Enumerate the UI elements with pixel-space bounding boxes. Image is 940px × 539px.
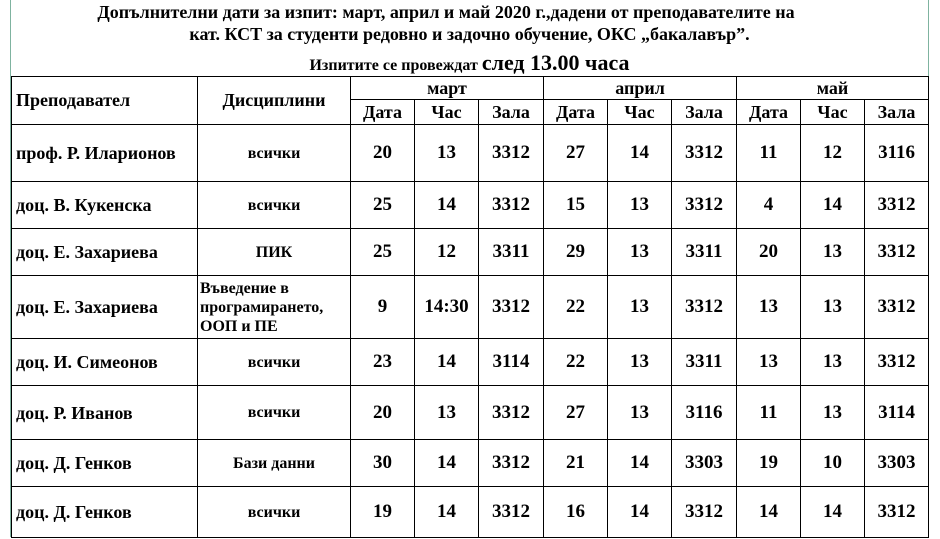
march-room-cell: 3114	[479, 339, 544, 386]
discipline-cell: всички	[198, 487, 351, 538]
april-hour-cell: 14	[608, 487, 672, 538]
april-date-cell: 22	[544, 276, 608, 339]
march-hour-cell: 14	[415, 182, 479, 229]
april-hour-cell: 13	[608, 386, 672, 440]
discipline-cell: всички	[198, 125, 351, 182]
march-room-cell: 3312	[479, 440, 544, 487]
table-row	[12, 276, 929, 339]
march-hour-cell: 13	[415, 125, 479, 182]
header-date: Дата	[351, 100, 415, 125]
may-room-cell: 3312	[865, 339, 929, 386]
april-room-cell: 3312	[672, 487, 737, 538]
teacher-cell: доц. В. Кукенска	[12, 182, 198, 229]
march-room-cell: 3312	[479, 276, 544, 339]
april-date-cell: 22	[544, 339, 608, 386]
april-room-cell: 3312	[672, 125, 737, 182]
may-hour-cell: 13	[801, 339, 865, 386]
discipline-cell: всички	[198, 386, 351, 440]
april-room-cell: 3303	[672, 440, 737, 487]
may-room-cell: 3312	[865, 182, 929, 229]
table-row	[12, 440, 929, 487]
table-row	[12, 182, 929, 229]
header-hour: Час	[415, 100, 479, 125]
document-title	[11, 0, 928, 76]
april-date-cell: 29	[544, 229, 608, 276]
table-row	[12, 339, 929, 386]
april-date-cell: 27	[544, 125, 608, 182]
header-teacher: Преподавател	[12, 77, 198, 125]
march-hour-cell: 12	[415, 229, 479, 276]
april-hour-cell: 14	[608, 440, 672, 487]
march-hour-cell: 13	[415, 386, 479, 440]
may-date-cell: 14	[737, 487, 801, 538]
april-date-cell: 27	[544, 386, 608, 440]
discipline-cell: Въведение в програмирането, ООП и ПЕ	[198, 276, 351, 339]
march-date-cell: 25	[351, 182, 415, 229]
teacher-cell: доц. И. Симеонов	[12, 339, 198, 386]
header-month-march: март	[351, 77, 544, 100]
teacher-cell: проф. Р. Иларионов	[12, 125, 198, 182]
title-line-1: Допълнителни дати за изпит: март, април и май 2020 г.,дадени от преподавателите на	[97, 2, 795, 22]
table-row	[12, 229, 929, 276]
may-date-cell: 11	[737, 386, 801, 440]
april-hour-cell: 13	[608, 182, 672, 229]
may-date-cell: 13	[737, 339, 801, 386]
table-row	[12, 386, 929, 440]
document-sheet	[10, 0, 929, 537]
march-date-cell: 9	[351, 276, 415, 339]
may-date-cell: 20	[737, 229, 801, 276]
march-hour-cell: 14	[415, 440, 479, 487]
header-hour: Час	[608, 100, 672, 125]
may-hour-cell: 13	[801, 229, 865, 276]
may-date-cell: 19	[737, 440, 801, 487]
may-hour-cell: 12	[801, 125, 865, 182]
april-date-cell: 21	[544, 440, 608, 487]
april-hour-cell: 13	[608, 276, 672, 339]
april-date-cell: 16	[544, 487, 608, 538]
april-room-cell: 3312	[672, 182, 737, 229]
may-room-cell: 3303	[865, 440, 929, 487]
may-date-cell: 11	[737, 125, 801, 182]
teacher-cell: доц. Е. Захариева	[12, 276, 198, 339]
april-room-cell: 3312	[672, 276, 737, 339]
header-date: Дата	[544, 100, 608, 125]
title-line-3	[11, 51, 928, 78]
march-date-cell: 23	[351, 339, 415, 386]
exam-schedule-table	[11, 76, 929, 538]
march-hour-cell: 14	[415, 339, 479, 386]
march-hour-cell: 14:30	[415, 276, 479, 339]
teacher-cell: доц. Д. Генков	[12, 440, 198, 487]
march-room-cell: 3312	[479, 386, 544, 440]
may-room-cell: 3312	[865, 487, 929, 538]
teacher-cell: доц. Д. Генков	[12, 487, 198, 538]
title-line-2: кат. КСТ за студенти редовно и задочно обучение, ОКС „бакалавър”.	[189, 24, 750, 44]
header-month-april: април	[544, 77, 737, 100]
header-hour: Час	[801, 100, 865, 125]
header-month-may: май	[737, 77, 929, 100]
discipline-cell: всички	[198, 182, 351, 229]
april-hour-cell: 13	[608, 229, 672, 276]
may-hour-cell: 13	[801, 386, 865, 440]
may-hour-cell: 14	[801, 487, 865, 538]
may-room-cell: 3312	[865, 229, 929, 276]
teacher-cell: доц. Е. Захариева	[12, 229, 198, 276]
april-room-cell: 3116	[672, 386, 737, 440]
title-line-3-emphasis: след 13.00 часа	[481, 50, 630, 75]
april-hour-cell: 14	[608, 125, 672, 182]
april-room-cell: 3311	[672, 339, 737, 386]
april-hour-cell: 13	[608, 339, 672, 386]
may-room-cell: 3116	[865, 125, 929, 182]
discipline-cell: Бази данни	[198, 440, 351, 487]
may-room-cell: 3312	[865, 276, 929, 339]
march-date-cell: 25	[351, 229, 415, 276]
header-room: Зала	[865, 100, 929, 125]
march-room-cell: 3312	[479, 182, 544, 229]
may-room-cell: 3114	[865, 386, 929, 440]
table-row	[12, 125, 929, 182]
march-hour-cell: 14	[415, 487, 479, 538]
march-date-cell: 20	[351, 125, 415, 182]
may-hour-cell: 13	[801, 276, 865, 339]
table-row	[12, 487, 929, 538]
may-date-cell: 4	[737, 182, 801, 229]
header-room: Зала	[479, 100, 544, 125]
header-room: Зала	[672, 100, 737, 125]
teacher-cell: доц. Р. Иванов	[12, 386, 198, 440]
may-date-cell: 13	[737, 276, 801, 339]
march-room-cell: 3311	[479, 229, 544, 276]
header-date: Дата	[737, 100, 801, 125]
march-room-cell: 3312	[479, 125, 544, 182]
march-date-cell: 20	[351, 386, 415, 440]
march-date-cell: 30	[351, 440, 415, 487]
discipline-cell: всички	[198, 339, 351, 386]
discipline-cell: ПИК	[198, 229, 351, 276]
march-date-cell: 19	[351, 487, 415, 538]
title-line-3-prefix: Изпитите се провеждат	[309, 57, 478, 74]
april-date-cell: 15	[544, 182, 608, 229]
may-hour-cell: 10	[801, 440, 865, 487]
april-room-cell: 3311	[672, 229, 737, 276]
header-discipline: Дисциплини	[198, 77, 351, 125]
march-room-cell: 3312	[479, 487, 544, 538]
may-hour-cell: 14	[801, 182, 865, 229]
